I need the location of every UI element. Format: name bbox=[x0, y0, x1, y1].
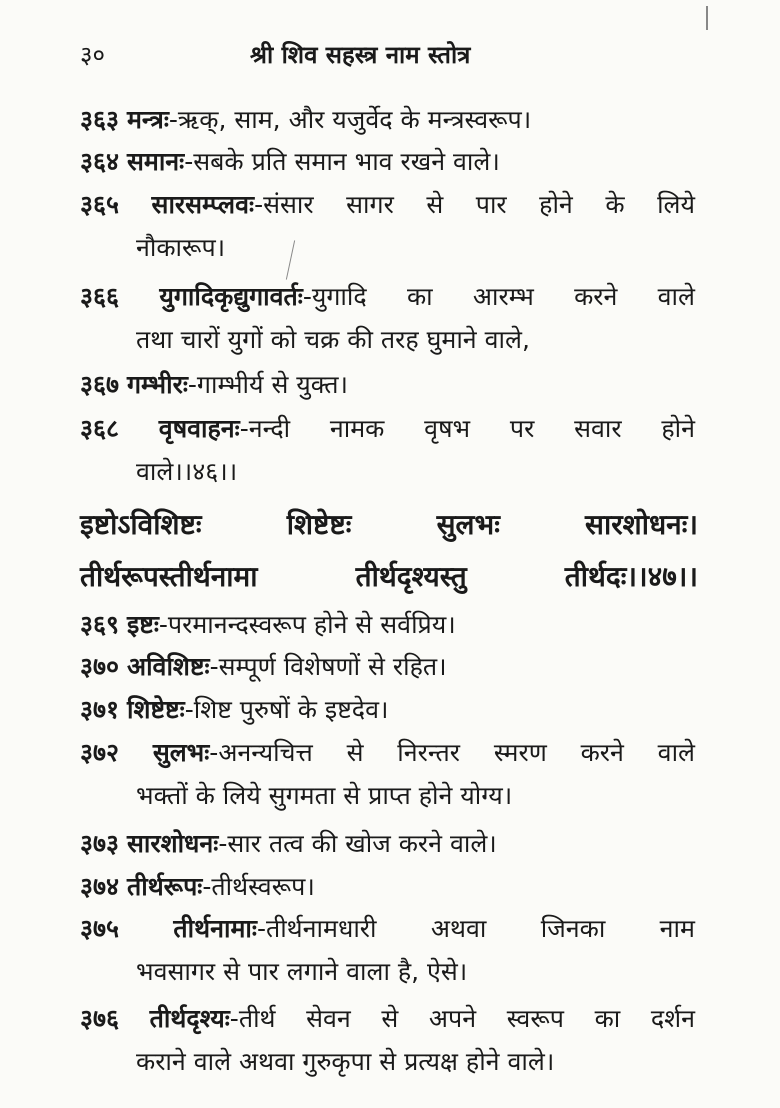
entry-definition: -गाम्भीर्य से युक्त। bbox=[187, 370, 348, 399]
entry-number: ३६६ bbox=[80, 282, 120, 311]
entry-continuation: कराने वाले अथवा गुरुकृपा से प्रत्यक्ष होने वाले। bbox=[136, 1047, 555, 1076]
entry-number: ३६५ bbox=[80, 190, 120, 219]
entry-number: ३६४ bbox=[80, 147, 120, 176]
entry-line bbox=[80, 363, 695, 406]
entry-number: ३६९ bbox=[80, 610, 120, 639]
entry-term: युगादिकृद्युगावर्तः bbox=[159, 282, 303, 311]
entry-definition: -परमानन्दस्वरूप होने से सर्वप्रिय। bbox=[158, 610, 456, 639]
entry-term: मन्त्रः bbox=[126, 105, 169, 134]
entry-definition: -सार तत्व की खोज करने वाले। bbox=[218, 829, 497, 858]
entry-definition: -सम्पूर्ण विशेषणों से रहित। bbox=[209, 652, 447, 681]
entry-continuation: वाले।।४६।। bbox=[136, 457, 238, 486]
entry-definition: -तीर्थनामधारी अथवा जिनका नाम bbox=[256, 914, 695, 943]
entry-line bbox=[80, 907, 695, 950]
entry-line bbox=[80, 645, 695, 688]
entry-8 bbox=[80, 997, 695, 1083]
entry-term: शिष्टेष्टः bbox=[126, 695, 185, 724]
entry-line bbox=[80, 603, 695, 646]
entry-line bbox=[80, 865, 695, 908]
entry-5 bbox=[80, 822, 695, 865]
entry-continuation: तथा चारों युगों को चक्र की तरह घुमाने वाले, bbox=[136, 325, 530, 354]
entry-term: वृषवाहनः bbox=[158, 414, 240, 443]
scan-mark bbox=[706, 6, 708, 30]
entry-continuation: नौकारूप। bbox=[136, 233, 226, 262]
entry-term: अविशिष्टः bbox=[126, 652, 210, 681]
entry-number: ३७१ bbox=[80, 695, 120, 724]
entry-definition: -सबके प्रति समान भाव रखने वाले। bbox=[184, 147, 500, 176]
entry-4 bbox=[80, 275, 695, 361]
entry-term: गम्भीरः bbox=[126, 370, 188, 399]
page-number: ३० bbox=[80, 41, 105, 69]
entry-1 bbox=[80, 98, 695, 141]
entry-definition: -संसार सागर से पार होने के लिये bbox=[254, 190, 695, 219]
entry-term: सारसम्प्लवः bbox=[151, 190, 255, 219]
entry-term: तीर्थदृश्यः bbox=[149, 1004, 230, 1033]
entry-term: सारशोधनः bbox=[126, 829, 219, 858]
entry-definition: -शिष्ट पुरुषों के इष्टदेव। bbox=[184, 695, 389, 724]
entry-definition: -अनन्यचित्त से निरन्तर स्मरण करने वाले bbox=[209, 738, 695, 767]
entry-5 bbox=[80, 363, 695, 406]
entry-3 bbox=[80, 688, 695, 731]
entry-term: तीर्थरूपः bbox=[126, 872, 203, 901]
entry-continuation: भक्तों के लिये सुगमता से प्राप्त होने योग्य। bbox=[136, 781, 513, 810]
entry-line bbox=[80, 183, 695, 226]
entry-term: सुलभः bbox=[152, 738, 210, 767]
verse-line-2: तीर्थरूपस्तीर्थनामा तीर्थदृश्यस्तु तीर्थदः।।४७।। bbox=[80, 560, 698, 593]
entry-line bbox=[80, 98, 695, 141]
entry-continuation: भवसागर से पार लगाने वाला है, ऐसे। bbox=[136, 957, 468, 986]
entry-number: ३७३ bbox=[80, 829, 120, 858]
entry-number: ३७६ bbox=[80, 1004, 120, 1033]
entry-line bbox=[80, 140, 695, 183]
entry-1 bbox=[80, 603, 695, 646]
entry-line bbox=[80, 997, 695, 1040]
entry-line bbox=[80, 822, 695, 865]
entry-6 bbox=[80, 407, 695, 493]
entry-term: समानः bbox=[126, 147, 185, 176]
entry-definition: -युगादि का आरम्भ करने वाले bbox=[302, 282, 695, 311]
entry-term: तीर्थनामाः bbox=[173, 914, 257, 943]
entry-2 bbox=[80, 645, 695, 688]
entry-2 bbox=[80, 140, 695, 183]
entry-definition: -नन्दी नामक वृषभ पर सवार होने bbox=[239, 414, 695, 443]
verse-line-1: इष्टोऽविशिष्टः शिष्टेष्टः सुलभः सारशोधनः। bbox=[80, 508, 698, 541]
entry-definition: -तीर्थस्वरूप। bbox=[202, 872, 315, 901]
page-header bbox=[80, 38, 700, 78]
entry-term: इष्टः bbox=[126, 610, 159, 639]
page-title: श्री शिव सहस्त्र नाम स्तोत्र bbox=[250, 41, 471, 69]
entry-4 bbox=[80, 731, 695, 817]
entry-number: ३७२ bbox=[80, 738, 120, 767]
entry-number: ३६८ bbox=[80, 414, 120, 443]
entry-definition: -तीर्थ सेवन से अपने स्वरूप का दर्शन bbox=[229, 1004, 696, 1033]
entry-3 bbox=[80, 183, 695, 269]
entry-line bbox=[80, 275, 695, 318]
entry-definition: -ऋक्, साम, और यजुर्वेद के मन्त्रस्वरूप। bbox=[168, 105, 532, 134]
entry-line bbox=[80, 731, 695, 774]
entry-number: ३७५ bbox=[80, 914, 120, 943]
entry-number: ३७० bbox=[80, 652, 120, 681]
entry-line bbox=[80, 688, 695, 731]
entry-number: ३७४ bbox=[80, 872, 120, 901]
entry-number: ३६३ bbox=[80, 105, 120, 134]
entry-number: ३६७ bbox=[80, 370, 120, 399]
entry-6 bbox=[80, 865, 695, 908]
entry-line bbox=[80, 407, 695, 450]
entry-7 bbox=[80, 907, 695, 993]
